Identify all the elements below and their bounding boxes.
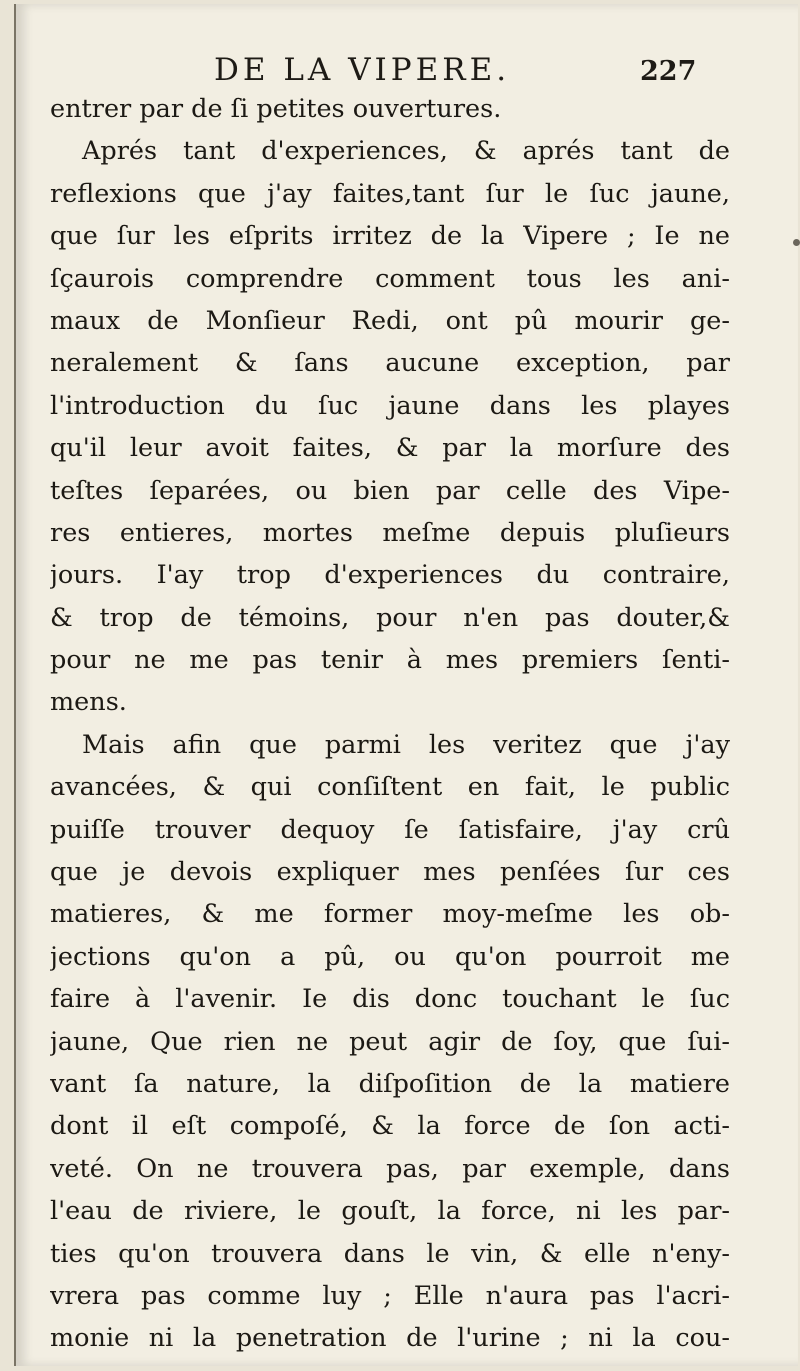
text-line: dont il eſt compoſé, & la force de ſon acti- <box>50 1111 730 1142</box>
text-line: & trop de témoins, pour n'en pas douter,& <box>50 602 730 633</box>
text-line: mens. <box>50 687 127 718</box>
text-line: teſtes ſeparées, ou bien par celle des Vipe- <box>50 475 730 506</box>
text-line: entrer par de ſi petites ouvertures. <box>50 94 502 124</box>
text-line: ſçaurois comprendre comment tous les ani- <box>50 263 730 294</box>
text-line: qu'il leur avoit faites, & par la morſure des <box>50 433 730 464</box>
text-line: Mais afin que parmi les veritez que j'ay <box>82 729 730 760</box>
text-line: veté. On ne trouvera pas, par exemple, dans <box>50 1153 730 1184</box>
text-line: jaune, Que rien ne peut agir de ſoy, que ſui- <box>50 1026 730 1057</box>
text-line: Aprés tant d'experiences, & aprés tant de <box>82 136 730 167</box>
text-line: jours. I'ay trop d'experiences du contraire, <box>50 560 730 591</box>
book-page <box>14 4 798 1366</box>
text-line: puiſſe trouver dequoy ſe ſatisfaire, j'ay crû <box>50 814 730 845</box>
text-line: que je devois expliquer mes penſées ſur ces <box>50 857 730 888</box>
text-line: res entieres, mortes meſme depuis pluſieurs <box>50 517 730 548</box>
paper-speck <box>793 239 800 246</box>
text-line: que ſur les eſprits irritez de la Vipere ; Ie ne <box>50 221 730 252</box>
page-number: 227 <box>640 56 697 87</box>
text-line: l'eau de riviere, le gouſt, la force, ni les par- <box>50 1196 730 1227</box>
text-line: pour ne me pas tenir à mes premiers ſenti- <box>50 645 730 676</box>
text-line: avancées, & qui conſiſtent en fait, le public <box>50 772 730 803</box>
text-line: vant ſa nature, la diſpoſition de la matiere <box>50 1068 730 1099</box>
text-line: jections qu'on a pû, ou qu'on pourroit me <box>50 941 730 972</box>
body-text <box>50 88 730 1360</box>
text-line: l'introduction du ſuc jaune dans les playes <box>50 390 730 421</box>
running-title: DE LA VIPERE. <box>214 52 511 88</box>
text-line: maux de Monſieur Redi, ont pû mourir ge- <box>50 305 730 336</box>
text-line: reflexions que j'ay faites,tant ſur le ſuc jaune, <box>50 178 730 209</box>
text-line: monie ni la penetration de l'urine ; ni la cou- <box>50 1323 730 1354</box>
text-line: ties qu'on trouvera dans le vin, & elle n'eny- <box>50 1238 730 1269</box>
text-line: neralement & ſans aucune exception, par <box>50 348 730 379</box>
text-line: vrera pas comme luy ; Elle n'aura pas l'acri- <box>50 1280 730 1311</box>
text-line: faire à l'avenir. Ie dis donc touchant le ſuc <box>50 984 730 1015</box>
text-line: matieres, & me former moy-meſme les ob- <box>50 899 730 930</box>
